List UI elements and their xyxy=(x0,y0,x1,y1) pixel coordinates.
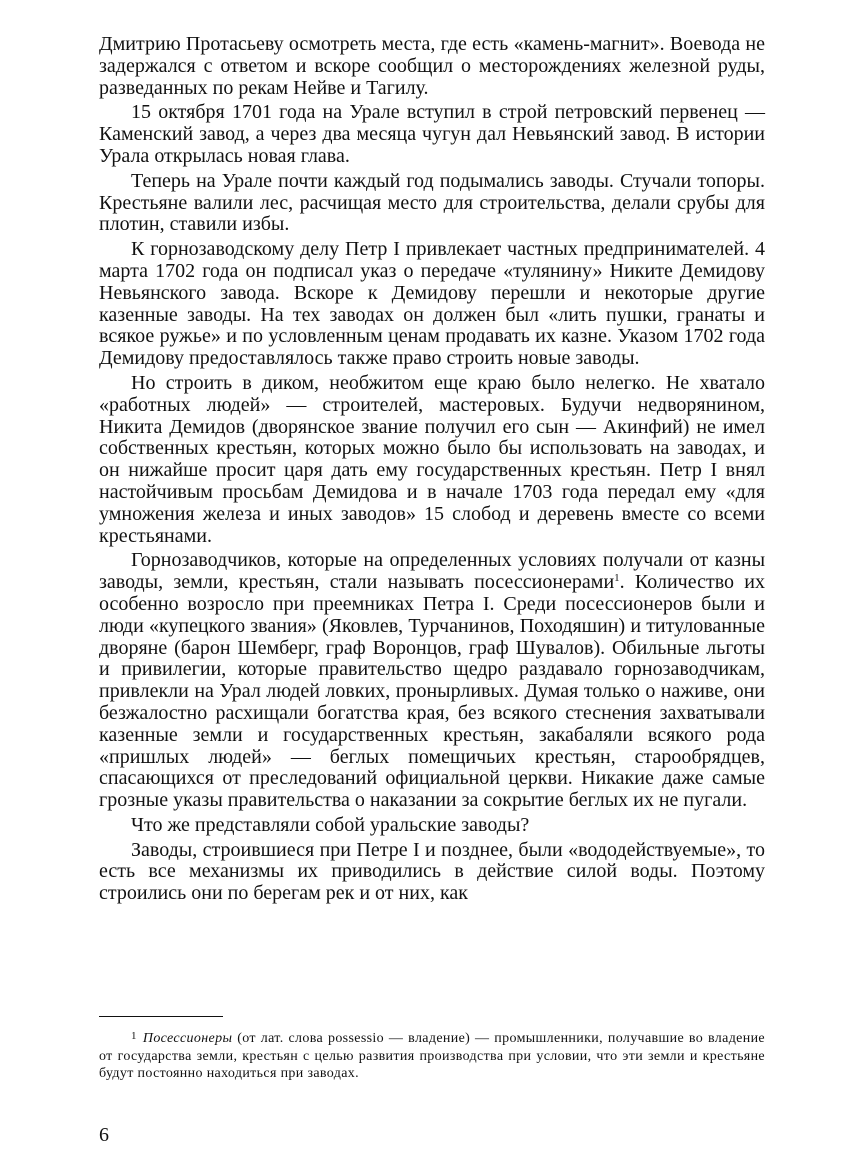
footnote-number: 1 xyxy=(131,1030,137,1042)
paragraph-3: Теперь на Урале почти каждый год подымались заводы. Стучали топоры. Крестьяне валили лес, расчищая место для строительства, делали срубы для плотин, ставили избы. xyxy=(99,169,765,236)
main-text xyxy=(99,34,765,905)
paragraph-1: Дмитрию Протасьеву осмотреть места, где есть «камень-магнит». Воевода не задержался с ответом и вскоре сообщил о месторождениях железной руды, разведанных по рекам Нейве и Тагилу. xyxy=(99,33,765,99)
footnote xyxy=(99,1028,765,1083)
paragraph-4: К горнозаводскому делу Петр I привлекает частных предпринимателей. 4 марта 1702 года он подписал указ о передаче «тулянину» Никите Демидову Невьянского завода. Вскоре к Демидову перешли и некоторые другие казенные заводы. На тех заводах он должен был «лить пушки, гранаты и всякое ружье» и по условленным ценам продавать их казне. Указом 1702 года Демидову предоставлялось также право строить новые заводы. xyxy=(99,238,765,370)
footnote-text: (от лат. слова possessio — владение) — промышленники, получавшие во владение от государства земли, крестьян с целью развития производства при условии, что эти земли и крестьяне будут постоянно находиться при заводах. xyxy=(99,1031,765,1081)
paragraph-6-text-after: . Количество их особенно возросло при преемниках Петра I. Среди посессионеров были и люди «купецкого звания» (Яковлев, Турчанинов, Походяшин) и титулованные дворяне (барон Шемберг, граф Воронцов, граф Шувалов). Обильные льготы и привилегии, которые правительство щедро раздавало горнозаводчикам, привлекли на Урал людей ловких, пронырливых. Думая только о наживе, они безжалостно расхищали богатства края, без всякого стеснения захватывали казенные земли и государственных крестьян, закабаляли всякого рода «пришлых людей» — беглых помещичьих крестьян, старообрядцев, спасающихся от преследований официальной церкви. Никакие даже самые грозные указы правительства о наказании за сокрытие беглых их не пугали. xyxy=(99,571,765,812)
paragraph-5: Но строить в диком, необжитом еще краю было нелегко. Не хватало «работных людей» — строителей, мастеровых. Будучи недворянином, Никита Демидов (дворянское звание получил его сын — Акинфий) не имел собственных крестьян, которых можно было бы использовать на заводах, и он нижайше просит царя дать ему государственных крестьян. Петр I внял настойчивым просьбам Демидова и в начале 1703 года передал ему «для умножения железа и иных заводов» 15 слобод и деревень вместе со всеми крестьянами. xyxy=(99,371,765,547)
footnote-marker[interactable]: 1 xyxy=(614,572,620,585)
paragraph-6-text-before: Горнозаводчиков, которые на определенных условиях получали от казны заводы, земли, крестьян, стали называть посессионерами xyxy=(99,549,765,594)
paragraph-6 xyxy=(99,550,765,812)
page-number: 6 xyxy=(99,1124,109,1146)
paragraph-2: 15 октября 1701 года на Урале вступил в строй петровский первенец — Каменский завод, а через два месяца чугун дал Невьянский завод. В истории Урала открылась новая глава. xyxy=(99,101,765,167)
book-page xyxy=(99,34,765,1154)
footnote-term: Посессионеры xyxy=(142,1031,233,1046)
footnote-divider xyxy=(99,1016,223,1017)
paragraph-7: Что же представляли собой уральские заводы? xyxy=(131,813,530,836)
paragraph-8: Заводы, строившиеся при Петре I и позднее, были «вододействуемые», то есть все механизмы их приводились в действие силой воды. Поэтому строились они по берегам рек и от них, как xyxy=(99,838,765,905)
